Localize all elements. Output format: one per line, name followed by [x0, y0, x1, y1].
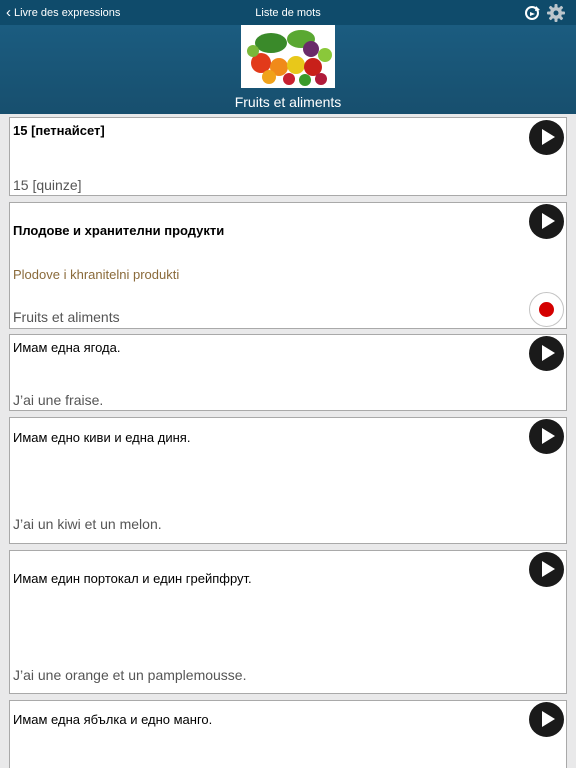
phrase-card	[9, 550, 567, 694]
phrase-transliteration: Plodove i khranitelni produkti	[13, 267, 180, 282]
phrase-original: Имам една ябълка и едно манго.	[13, 712, 213, 727]
play-icon[interactable]	[529, 120, 564, 155]
phrase-original: Имам едно киви и една диня.	[13, 430, 191, 445]
phrase-translation: J’ai une orange et un pamplemousse.	[13, 667, 247, 683]
record-icon[interactable]	[529, 292, 564, 327]
phrase-translation: J’ai un kiwi et un melon.	[13, 516, 162, 532]
play-icon[interactable]	[529, 702, 564, 737]
back-label: Livre des expressions	[14, 6, 121, 19]
phrase-card	[9, 700, 567, 768]
phrase-original: Имам един портокал и един грейпфрут.	[13, 571, 252, 586]
play-icon[interactable]	[529, 552, 564, 587]
phrase-original: Имам една ягода.	[13, 340, 121, 355]
play-icon[interactable]	[529, 336, 564, 371]
phrase-card	[9, 117, 567, 196]
phrase-original: Плодове и хранителни продукти	[13, 223, 225, 238]
chevron-left-icon: ‹	[6, 3, 11, 21]
sync-icon[interactable]	[522, 3, 542, 23]
phrase-translation: 15 [quinze]	[13, 177, 82, 193]
phrase-translation: Fruits et aliments	[13, 309, 120, 325]
play-icon[interactable]	[529, 204, 564, 239]
category-header	[0, 25, 576, 114]
nav-title: Liste de mots	[255, 6, 321, 19]
gear-icon[interactable]	[546, 3, 566, 23]
phrase-card	[9, 202, 567, 329]
phrase-card	[9, 334, 567, 411]
fruits-vegetables-image	[241, 25, 335, 88]
phrase-card	[9, 417, 567, 544]
back-button[interactable]	[6, 0, 120, 25]
play-icon[interactable]	[529, 419, 564, 454]
phrase-original: 15 [петнайсет]	[13, 123, 105, 138]
navbar	[0, 0, 576, 25]
phrase-translation: J’ai une fraise.	[13, 392, 104, 408]
category-title: Fruits et aliments	[234, 94, 342, 110]
